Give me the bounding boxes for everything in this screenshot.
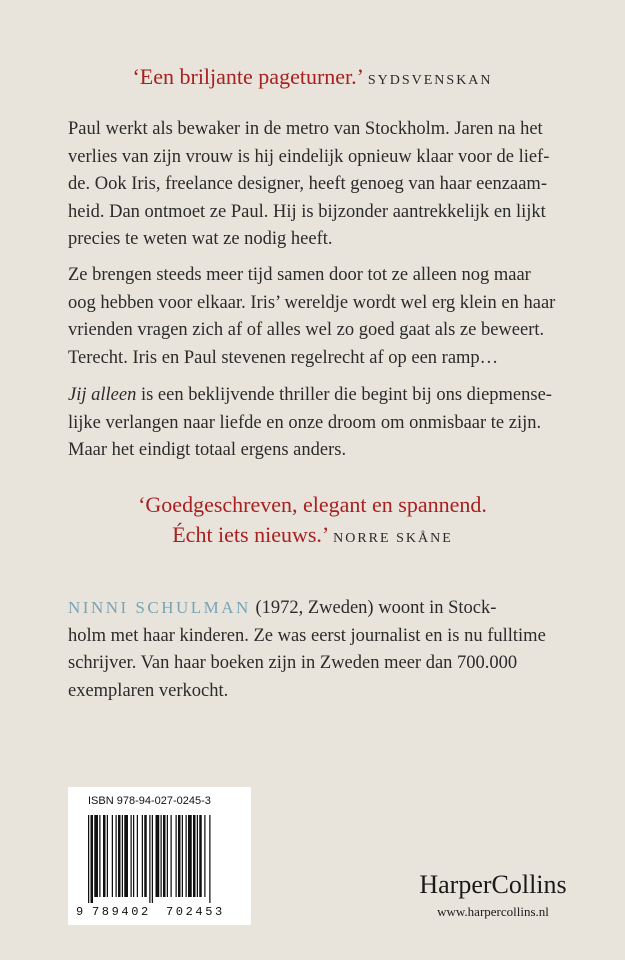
quote-norre-skane — [0, 490, 625, 554]
barcode-digits-left: 789402 — [92, 905, 151, 919]
text-line: heid. Dan ontmoet ze Paul. Hij is bijzonder aantrekkelijk en lijkt — [68, 201, 546, 222]
text-line: Maar het eindigt totaal ergens anders. — [68, 440, 347, 460]
text-line: holm met haar kinderen. Ze was eerst journalist en is nu fulltime — [68, 625, 546, 646]
text-line: Terecht. Iris en Paul stevenen regelrecht af op een ramp… — [68, 347, 499, 368]
text-line — [68, 382, 568, 410]
synopsis-paragraph-1 — [68, 116, 568, 254]
text-line: verlies van zijn vrouw is hij eindelijk opnieuw klaar voor de lief- — [68, 146, 550, 167]
quote-sydsvenskan — [0, 62, 625, 96]
text-line: vrienden vragen zich af of alles wel zo goed gaat als ze beweert. — [68, 320, 545, 340]
text-line: oog hebben voor elkaar. Iris’ wereldje wordt wel erg klein en haar — [68, 292, 556, 313]
text-fragment: (1972, Zweden) woont in Stock- — [250, 598, 497, 618]
author-name: NINNI SCHULMAN — [68, 598, 251, 617]
book-title: Jij alleen — [68, 385, 137, 405]
text-line: precies te weten wat ze nodig heeft. — [68, 229, 333, 249]
text-fragment: is een beklijvende thriller die begint bij ons diepmense- — [136, 385, 552, 405]
barcode-box — [68, 787, 251, 925]
text-line: schrijver. Van haar boeken zijn in Zweden meer dan 700.000 — [68, 653, 518, 673]
quote-line: ‘Goedgeschreven, elegant en spannend. — [138, 492, 487, 517]
quote-source: SYDSVENSKAN — [367, 73, 493, 88]
publisher-website: www.harpercollins.nl — [437, 904, 549, 919]
quote-line: Écht iets nieuws.’ — [172, 522, 328, 547]
text-line — [68, 594, 568, 623]
text-line: Ze brengen steeds meer tijd samen door tot ze alleen nog maar — [68, 265, 531, 285]
synopsis-paragraph-2 — [68, 262, 568, 372]
isbn-label: ISBN 978-94-027-0245-3 — [88, 795, 211, 807]
text-line: exemplaren verkocht. — [68, 680, 229, 701]
text-line: lijke verlangen naar liefde en onze droom om onmisbaar te zijn. — [68, 412, 542, 433]
barcode-digit-lead: 9 — [76, 905, 84, 919]
text-line: de. Ook Iris, freelance designer, heeft genoeg van haar eenzaam- — [68, 174, 547, 194]
barcode-digits-right: 702453 — [166, 905, 225, 919]
quote-text: ‘Een briljante pageturner.’ — [132, 64, 363, 89]
author-bio — [68, 594, 568, 705]
publisher-logo: HarperCollins — [419, 870, 567, 899]
quote-source: NORRE SKÅNE — [333, 531, 453, 546]
barcode-icon — [68, 787, 251, 925]
text-line: Paul werkt als bewaker in de metro van Stockholm. Jaren na het — [68, 119, 543, 139]
barcode-bars — [88, 815, 211, 903]
synopsis-paragraph-3 — [68, 382, 568, 465]
